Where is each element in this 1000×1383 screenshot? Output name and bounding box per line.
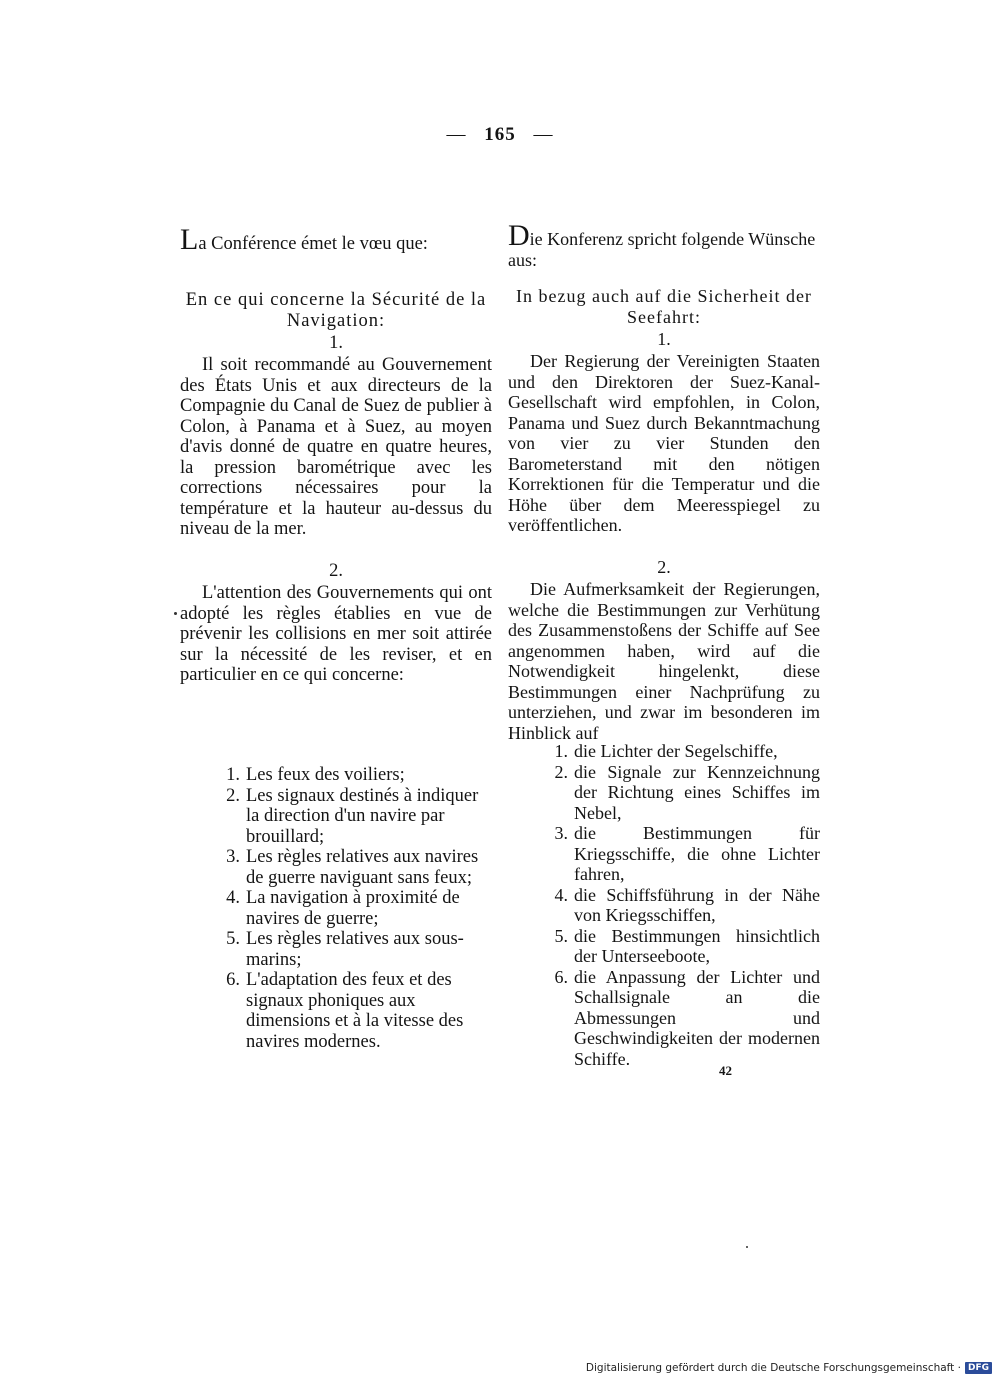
list-item-text: L'adaptation des feux et des signaux phoniques aux dimensions et à la vitesse des navires modernes.: [246, 970, 464, 1052]
german-item-list: [508, 741, 820, 1069]
list-item-number: 6.: [226, 970, 240, 990]
list-item: [508, 741, 820, 762]
list-item-number: 2.: [226, 785, 240, 806]
list-item: [180, 847, 492, 888]
list-item: [508, 967, 820, 1070]
list-item-text: Les règles relatives aux navires de guerre naviguant sans feux;: [246, 847, 479, 888]
header-dash-left: —: [446, 124, 467, 145]
list-item: [180, 786, 492, 848]
french-intro: [180, 222, 492, 290]
list-item: [508, 823, 820, 885]
french-heading: En ce qui concerne la Sécurité de la Navigation:: [185, 290, 487, 331]
list-item: [508, 885, 820, 926]
german-section1-text: Der Regierung der Vereinigten Staaten und den Direktoren der Suez-Kanal-Gesellschaft wird empfohlen, in Colon, Panama und Suez durch Bekanntmachung von vier zu vier Stunden den Barometerstand mit den nötigen Korrektionen für die Temperatur und die Höhe über dem Meeresspiegel zu veröffentlichen.: [508, 351, 820, 535]
list-item-number: 5.: [226, 929, 240, 949]
list-item: [180, 765, 492, 786]
french-section2-text: L'attention des Gouvernements qui ont adopté les règles établies en vue de prévenir les collisions en mer soit attirée sur la nécessité de les reviser, et en particulier en ce qui concerne:: [180, 583, 492, 685]
list-item: [508, 926, 820, 967]
list-item-text: die Bestimmungen hinsichtlich der Unterseeboote,: [574, 925, 820, 966]
german-intro-text: ie Konferenz spricht folgende Wünsche aus:: [508, 229, 816, 270]
list-item: [180, 970, 492, 1052]
list-item-number: 2.: [554, 761, 568, 782]
list-item-number: 5.: [554, 925, 568, 946]
list-item-text: die Signale zur Kennzeichnung der Richtung eines Schiffes im Nebel,: [574, 761, 820, 823]
german-column: [508, 219, 820, 1069]
french-intro-initial: L: [180, 223, 199, 256]
header-dash-right: —: [533, 124, 554, 145]
list-item-number: 6.: [554, 966, 568, 987]
footer-text: Digitalisierung gefördert durch die Deutsche Forschungsgemeinschaft ·: [585, 1362, 961, 1374]
french-item-list: [180, 765, 492, 1052]
french-intro-text: a Conférence émet le vœu que:: [198, 234, 428, 254]
list-item-text: die Lichter der Segelschiffe,: [574, 741, 778, 761]
page-header: [0, 124, 1000, 146]
page-number: 165: [484, 124, 516, 145]
dfg-logo-icon: DFG: [965, 1362, 992, 1374]
list-item-number: 1.: [226, 765, 240, 785]
list-item-text: La navigation à proximité de navires de guerre;: [246, 888, 460, 929]
list-item: [180, 888, 492, 929]
signature-mark: 42: [719, 1063, 732, 1078]
german-heading: In bezug auch auf die Sicherheit der Seefahrt:: [516, 286, 812, 327]
scan-speck: [174, 612, 177, 615]
list-item-text: die Bestimmungen für Kriegsschiffe, die ohne Lichter fahren,: [574, 823, 820, 884]
list-item-number: 1.: [554, 741, 568, 761]
scan-speck: [746, 1246, 748, 1248]
german-section1-number: 1.: [657, 329, 671, 349]
list-item-text: Les signaux destinés à indiquer la direction d'un navire par brouillard;: [246, 785, 479, 847]
list-item-text: die Anpassung der Lichter und Schallsignale an die Abmessungen und Geschwindigkeiten der modernen Schiffe.: [574, 966, 820, 1069]
list-item-number: 3.: [554, 823, 568, 843]
french-section1-text: Il soit recommandé au Gouvernement des États Unis et aux directeurs de la Compagnie du Canal de Suez de publier à Colon, à Panama et à Suez, au moyen d'avis donné de quatre en quatre heures, la pression barométrique avec les corrections nécessaires pour la température et la hauteur au-dessus du niveau de la mer.: [180, 355, 492, 539]
list-item-text: die Schiffsführung in der Nähe von Kriegsschiffen,: [574, 884, 820, 925]
french-section1-number: 1.: [329, 333, 343, 353]
german-section2-text: Die Aufmerksamkeit der Regierungen, welche die Bestimmungen zur Verhütung des Zusammenstoßens der Schiffe auf See angenommen haben, wird auf die Notwendigkeit hingelenkt, diese Bestimmungen einer Nachprüfung zu unterziehen, und zwar im besonderen im Hinblick auf: [508, 579, 820, 743]
list-item: [508, 762, 820, 824]
german-section2-number: 2.: [657, 557, 671, 577]
list-item-number: 4.: [554, 884, 568, 905]
footer: [586, 1362, 992, 1374]
list-item-text: Les feux des voiliers;: [246, 765, 405, 785]
list-item: [180, 929, 492, 970]
list-item-number: 4.: [226, 888, 240, 908]
list-item-text: Les règles relatives aux sous-marins;: [246, 929, 464, 970]
list-item-number: 3.: [226, 847, 240, 867]
german-intro-initial: D: [508, 219, 530, 252]
french-section2-number: 2.: [329, 561, 343, 581]
french-column: [180, 222, 492, 1052]
german-intro: [508, 219, 820, 286]
